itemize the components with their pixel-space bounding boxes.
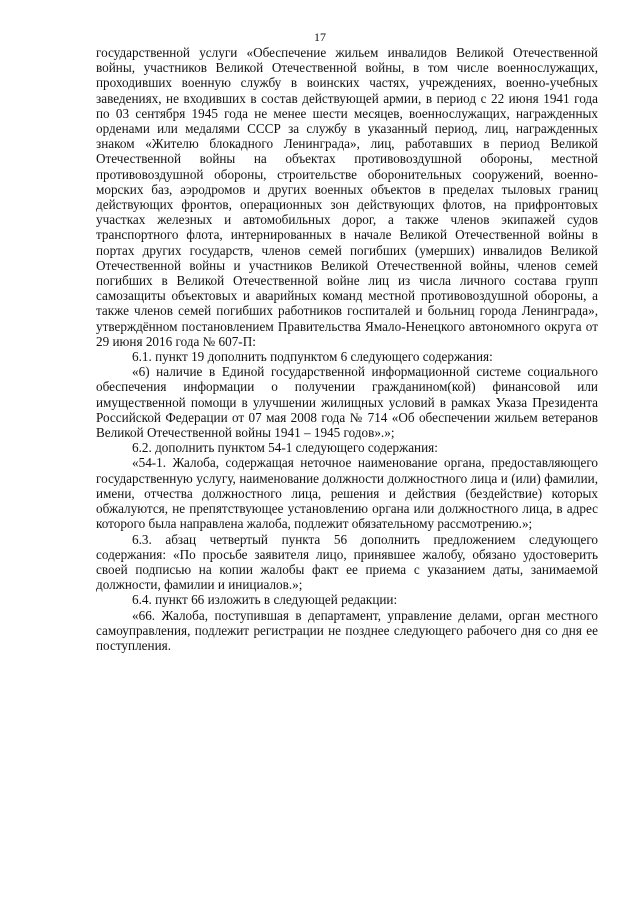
paragraph-point-54-1: «54-1. Жалоба, содержащая неточное наименование органа, предоставляющего государственную услугу, наименование должности должностного лица и (или) фамилии, имени, отчества должностного лица, решения и действия (бездействие) которых обжалуются, не препятствующее установлению органа или должностного лица, в адрес которого была направлена жалоба, подлежит обязательному рассмотрению.»; [96, 455, 598, 532]
paragraph-subitem-6: «6) наличие в Единой государственной информационной системе социального обеспечения информации о получении гражданином(кой) финансовой или имущественной помощи в улучшении жилищных условий в рамках Указа Президента Российской Федерации от 07 мая 2008 года № 714 «Об обеспечении жильем ветеранов Великой Отечественной войны 1941 – 1945 годов».»; [96, 364, 598, 441]
paragraph-item-6-3: 6.3. абзац четвертый пункта 56 дополнить предложением следующего содержания: «По просьбе заявителя лицо, принявшее жалобу, обязано удостоверить своей подписью на копии жалобы факт ее приема с указанием даты, занимаемой должности, фамилии и инициалов.»; [96, 531, 598, 593]
paragraph-item-6-4: 6.4. пункт 66 изложить в следующей редакции: [132, 592, 398, 608]
paragraph-item-6-1: 6.1. пункт 19 дополнить подпунктом 6 следующего содержания: [132, 349, 493, 365]
paragraph-continuation: государственной услуги «Обеспечение жильем инвалидов Великой Отечественной войны, участников Великой Отечественной войны, в том числе военнослужащих, проходивших военную службу в воинских частях, учреждениях, военно-учебных заведениях, не входивших в состав действующей армии, в период с 22 июня 1941 года по 03 сентября 1945 года не менее шести месяцев, военнослужащих, награжденных орденами или медалями СССР за службу в указанный период, лиц, награжденных знаком «Жителю блокадного Ленинграда», лиц, работавших в период Великой Отечественной войны на объектах противовоздушной обороны, местной противовоздушной обороны, строительстве оборонительных сооружений, военно-морских баз, аэродромов и других военных объектов в пределах тыловых границ действующих фронтов, операционных зон действующих флотов, на прифронтовых участках железных и автомобильных дорог, а также членов экипажей судов транспортного флота, интернированных в начале Великой Отечественной войны в портах других государств, членов семей погибших (умерших) инвалидов Великой Отечественной войны и участников Великой Отечественной войны, членов семей погибших в Великой Отечественной войне лиц из числа личного состава групп самозащиты объектовых и аварийных команд местной противовоздушной обороны, а также членов семей погибших работников госпиталей и больниц города Ленинграда», утверждённом постановлением Правительства Ямало-Ненецкого автономного округа от 29 июня 2016 года № 607-П: [96, 45, 598, 349]
document-body [96, 45, 598, 653]
paragraph-item-6-2: 6.2. дополнить пунктом 54-1 следующего содержания: [132, 440, 438, 456]
paragraph-point-66: «66. Жалоба, поступившая в департамент, управление делами, орган местного самоуправления, подлежит регистрации не позднее следующего рабочего дня со дня ее поступления. [96, 607, 598, 653]
page-number: 17 [314, 30, 326, 44]
